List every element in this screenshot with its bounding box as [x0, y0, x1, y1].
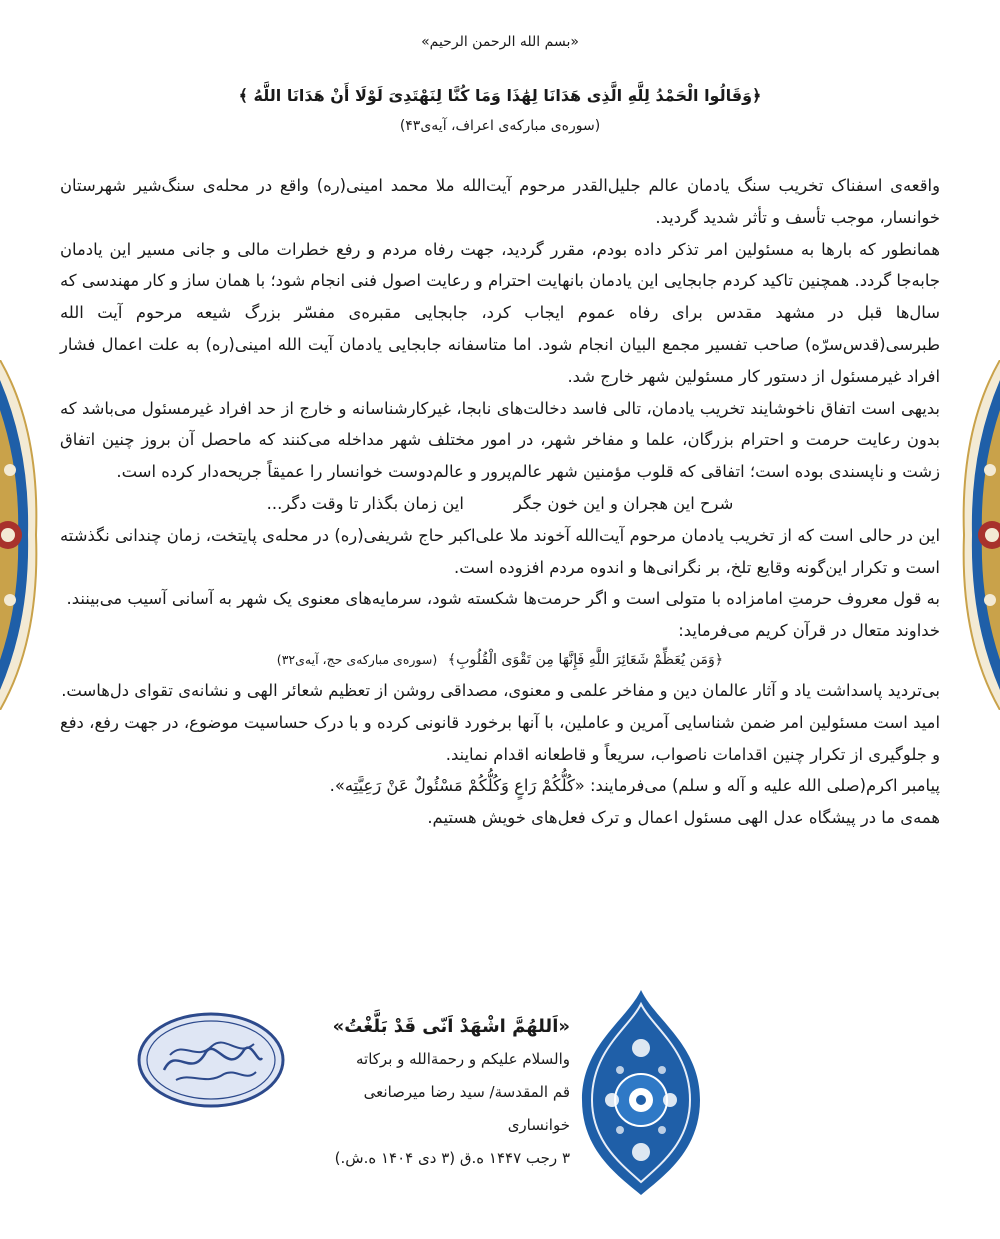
closing-salam: والسلام علیکم و رحمة‌الله و برکاته — [356, 1050, 570, 1068]
paragraph-3: بدیهی است اتفاق ناخوشایند تخریب یادمان، تالی فاسد دخالت‌های نابجا، غیرکارشناسانه و خارج از حد افراد غیرمسئول می‌باشد که بدون رعایت حرمت و احترام بزرگان، علما و مفاخر شهر، در امور مختلف شهر مداخله می‌کنند که ماحصل آن بروز چنین اتفاق زشت و ناپسندی بوده است؛ اتفاقی که قلوب مؤمنین شهر عالم‌پرور و عالم‌دوست خوانسار را عمیقاً جریحه‌دار کرده است. — [60, 398, 940, 482]
paragraph-8: امید است مسئولین امر ضمن شناسایی آمرین و عاملین، با آنها برخورد قانونی کرده و با درک حساسیت موضوع، در جهت رفع، دفع و جلوگیری از تکرار چنین اقدامات ناصواب، سریعاً و قاطعانه اقدام نمایند. — [60, 712, 940, 764]
letter-body — [60, 170, 940, 834]
seal-stamp — [136, 1010, 286, 1110]
quran-quote-reference: (سوره‌ی مبارکه‌ی حج، آیه‌ی۳۲) — [276, 651, 438, 667]
basmala: «بسم الله الرحمن الرحیم» — [421, 34, 579, 50]
poem-verse — [60, 488, 940, 520]
quran-quote-text: ﴿وَمَن یُعَظِّمْ شَعَائِرَ اللَّهِ فَإِنَّهَا مِن تَقْوَی الْقُلُوبِ﴾ — [447, 651, 724, 668]
date-line: ۳ رجب ۱۴۴۷ ه.ق (۳ دی ۱۴۰۴ ه.ش.) — [334, 1149, 570, 1167]
paragraph-2: همانطور که بارها به مسئولین امر تذکر داده بودم، مقرر گردید، جهت رفاه مردم و رفع خطرات مالی و جانی مسیر این یادمان جابه‌جا گردد. همچنین تاکید کردم جابجایی این یادمان بانهایت احترام و رعایت اصول فنی انجام شود؛ با همان ساز و کار مهندسی که سال‌ها قبل در مشهد مقدس برای رفاه عموم ایجاب کرد، جابجایی مقبره‌ی مفسّر بزرگ شیعه مرحوم آیت الله طبرسی(قدس‌سرّه) صاحب تفسیر مجمع البیان انجام شود. اما متاسفانه جابجایی یادمان آیت الله امینی(ره) به علت اعمال فشار افراد غیرمسئول از دستور کار مسئولین شهر خارج شد. — [60, 239, 940, 386]
right-border-ornament — [954, 360, 1000, 710]
paragraph-10: همه‌ی ما در پیشگاه عدل الهی مسئول اعمال و ترک فعل‌های خویش هستیم. — [427, 808, 940, 828]
opening-verse-reference: (سوره‌ی مبارکه‌ی اعراف، آیه‌ی۴۳) — [399, 118, 601, 134]
paragraph-5: به قول معروف حرمتِ امامزاده با متولی است و اگر حرمت‌ها شکسته شود، سرمایه‌های معنوی یک شهر به آسانی آسیب می‌بینند. — [66, 589, 940, 609]
quran-quote — [60, 649, 940, 671]
opening-verse: ﴿وَقَالُوا الْحَمْدُ لِلَّهِ الَّذِی هَدَانَا لِهَٰذَا وَمَا کُنَّا لِنَهْتَدِیَ لَوْلَا أَنْ هَدَانَا اللَّهُ ﴾ — [238, 86, 762, 105]
poem-hemistich-2: این زمان بگذار تا وقت دگر... — [266, 493, 464, 513]
poem-hemistich-1: شرح این هجران و این خون جگر — [513, 493, 734, 513]
left-border-ornament — [0, 360, 46, 710]
paragraph-6: خداوند متعال در قرآن کریم می‌فرماید: — [678, 621, 940, 641]
paragraph-7: بی‌تردید پاسداشت یاد و آثار عالمان دین و مفاخر علمی و معنوی، مصداقی روشن از تعظیم شعائر الهی و نشانه‌ی تقوای دل‌هاست. — [61, 680, 940, 700]
paragraph-4: این در حالی است که از تخریب یادمان مرحوم آیت‌الله آخوند ملا علی‌اکبر حاج شریفی(ره) در محله‌ی پایتخت، زمان چندانی نگذشته است و تکرار این‌گونه وقایع تلخ، بر نگرانی‌ها و اندوه مردم افزوده است. — [60, 525, 940, 577]
paragraph-9: پیامبر اکرم(صلی الله علیه و آله و سلم) می‌فرمایند: «کُلُّکُمْ رَاعٍ وَکُلُّکُمْ مَسْئُولٌ عَنْ رَعِیَّتِه». — [329, 776, 940, 796]
medallion-ornament — [580, 990, 702, 1195]
closing-dua: «اَللهُمَّ اشْهَدْ اَنّی قَدْ بَلَّغْتُ» — [332, 1016, 570, 1037]
closing-block — [300, 1010, 570, 1175]
paragraph-1: واقعه‌ی اسفناک تخریب سنگ یادمان عالم جلیل‌القدر مرحوم آیت‌الله ملا محمد امینی(ره) واقع در محله‌ی سنگ‌شیر شهرستان خوانسار، موجب تأسف و تأثر شدید گردید. — [60, 176, 940, 227]
signature-line: قم المقدسة/ سید رضا میرصانعی خوانساری — [363, 1083, 570, 1134]
